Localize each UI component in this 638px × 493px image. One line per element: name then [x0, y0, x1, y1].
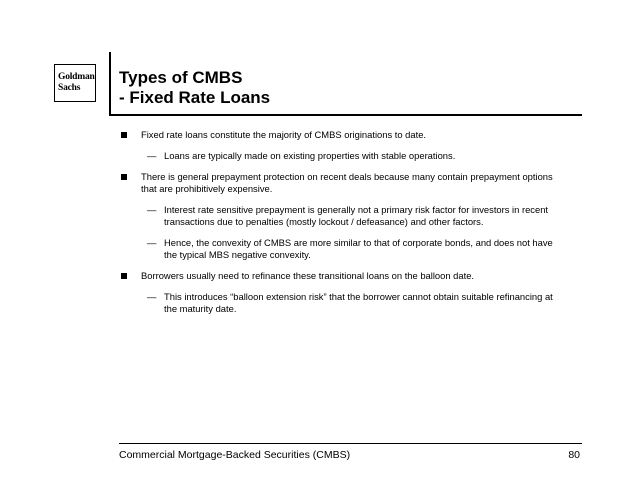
bullet-item	[119, 129, 579, 141]
footer-rule	[119, 443, 582, 444]
square-bullet-icon	[121, 273, 127, 279]
bullet-text-continued: that are prohibitively expensive.	[141, 183, 273, 194]
bullet-text: There is general prepayment protection on recent deals because many contain prepayment options	[141, 171, 553, 182]
logo-line-1: Goldman	[58, 72, 95, 82]
dash-icon: —	[147, 237, 157, 248]
bullet-item	[119, 270, 579, 282]
slide-title-line-2: - Fixed Rate Loans	[119, 88, 271, 107]
page-number: 80	[568, 449, 580, 461]
sub-bullet-item	[119, 291, 579, 315]
sub-bullet-text: Loans are typically made on existing properties with stable operations.	[164, 150, 456, 161]
goldman-sachs-logo	[54, 64, 96, 102]
sub-bullet-item	[119, 204, 579, 228]
sub-bullet-text: Hence, the convexity of CMBS are more similar to that of corporate bonds, and does not have	[164, 237, 553, 248]
sub-bullet-text-continued: the maturity date.	[164, 303, 237, 314]
slide-title	[119, 68, 270, 108]
sub-bullet-item	[119, 237, 579, 261]
dash-icon: —	[147, 291, 157, 302]
sub-bullet-text-continued: the typical MBS negative convexity.	[164, 249, 311, 260]
footer-title: Commercial Mortgage-Backed Securities (CMBS)	[119, 449, 351, 461]
square-bullet-icon	[121, 132, 127, 138]
square-bullet-icon	[121, 174, 127, 180]
sub-bullet-item	[119, 150, 579, 162]
title-vertical-rule	[109, 52, 111, 115]
sub-bullet-text: This introduces “balloon extension risk” that the borrower cannot obtain suitable refinancing at	[164, 291, 553, 302]
slide-content	[119, 129, 579, 324]
title-horizontal-rule	[109, 114, 582, 116]
bullet-text: Borrowers usually need to refinance these transitional loans on the balloon date.	[141, 270, 475, 281]
sub-bullet-text-continued: transactions due to penalties (mostly lockout / defeasance) and other factors.	[164, 216, 484, 227]
logo-line-2: Sachs	[58, 83, 81, 93]
bullet-item	[119, 171, 579, 195]
sub-bullet-text: Interest rate sensitive prepayment is generally not a primary risk factor for investors in recent	[164, 204, 549, 215]
dash-icon: —	[147, 204, 157, 215]
dash-icon: —	[147, 150, 157, 161]
bullet-text: Fixed rate loans constitute the majority of CMBS originations to date.	[141, 129, 427, 140]
slide-title-line-1: Types of CMBS	[119, 68, 243, 87]
